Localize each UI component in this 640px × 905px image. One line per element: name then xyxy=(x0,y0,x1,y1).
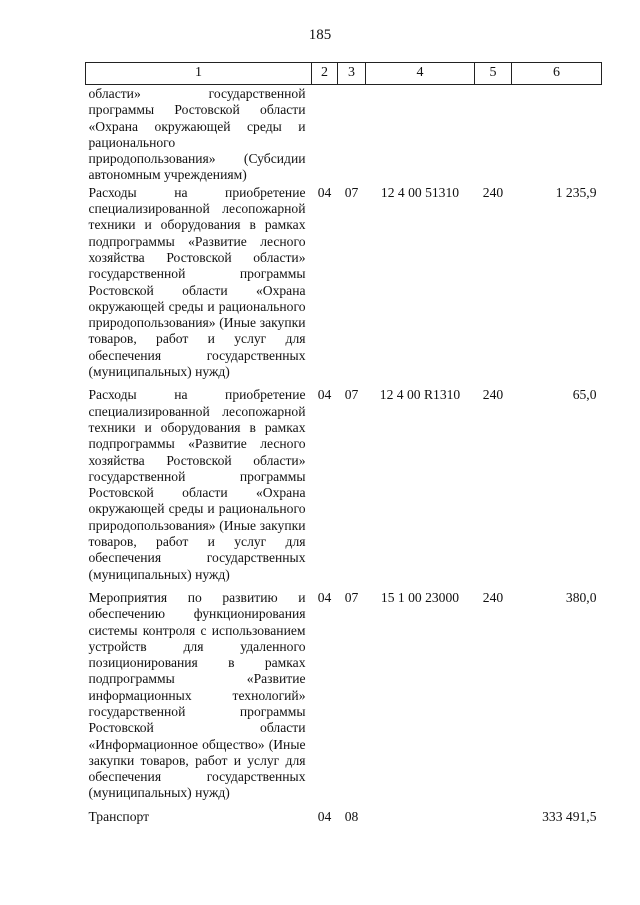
row-target-code: 12 4 00 R1310 xyxy=(379,387,461,403)
row-target-code: 12 4 00 51310 xyxy=(380,184,460,200)
row-description: Расходы на приобретение специализированной лесопожарной техники и оборудования в рамках подпрограммы «Развитие лесного хозяйства Ростовской области» государственной программы Ростовской области «Охрана окружающей среды и рационального природопользования» (Иные закупки товаров, работ и услуг для обеспечения государственных (муниципальных) нужд) xyxy=(88,184,306,380)
row-amount: 333 491,5 xyxy=(542,808,597,824)
table-row xyxy=(86,387,602,590)
row-amount xyxy=(512,85,602,185)
row-subsection: 07 xyxy=(344,387,359,403)
table-row xyxy=(86,590,602,809)
row-target-code xyxy=(366,809,475,825)
header-col-2: 2 xyxy=(312,63,338,85)
budget-table xyxy=(85,62,602,825)
table-row xyxy=(86,185,602,388)
row-expense-type: 240 xyxy=(482,184,504,200)
row-description: Транспорт xyxy=(88,808,150,824)
table-row xyxy=(86,809,602,825)
row-subsection: 08 xyxy=(344,808,359,824)
row-target-code xyxy=(366,85,475,185)
row-subsection: 07 xyxy=(344,589,359,605)
row-expense-type xyxy=(475,85,512,185)
table-header-row xyxy=(86,63,602,85)
table-row xyxy=(86,85,602,185)
header-col-3: 3 xyxy=(338,63,366,85)
page-number: 185 xyxy=(308,27,332,43)
header-col-4: 4 xyxy=(366,63,475,85)
header-col-1: 1 xyxy=(86,63,312,85)
row-section: 04 xyxy=(317,387,332,403)
row-subsection: 07 xyxy=(344,184,359,200)
row-expense-type xyxy=(475,809,512,825)
row-section xyxy=(312,85,338,185)
row-expense-type: 240 xyxy=(482,589,504,605)
row-amount: 65,0 xyxy=(572,387,597,403)
row-amount: 1 235,9 xyxy=(555,184,597,200)
row-description: области» государственной программы Ростовской области «Охрана окружающей среды и рационального природопользования» (Субсидии автономным учреждениям) xyxy=(88,86,306,183)
row-description: Мероприятия по развитию и обеспечению функционирования системы контроля с использованием устройств для удаленного позиционирования в рамках подпрограммы «Развитие информационных технологий» государственной программы Ростовской области «Информационное общество» (Иные закупки товаров, работ и услуг для обеспечения государственных (муниципальных) нужд) xyxy=(88,589,306,801)
row-target-code: 15 1 00 23000 xyxy=(380,589,460,605)
row-section: 04 xyxy=(317,184,332,200)
row-expense-type: 240 xyxy=(482,387,504,403)
row-description: Расходы на приобретение специализированной лесопожарной техники и оборудования в рамках подпрограммы «Развитие лесного хозяйства Ростовской области» государственной программы Ростовской области «Охрана окружающей среды и рационального природопользования» (Иные закупки товаров, работ и услуг для обеспечения государственных (муниципальных) нужд) xyxy=(88,387,306,582)
row-subsection xyxy=(338,85,366,185)
header-col-5: 5 xyxy=(475,63,512,85)
row-amount: 380,0 xyxy=(565,589,597,605)
row-section: 04 xyxy=(317,589,332,605)
header-col-6: 6 xyxy=(512,63,602,85)
row-section: 04 xyxy=(317,808,332,824)
